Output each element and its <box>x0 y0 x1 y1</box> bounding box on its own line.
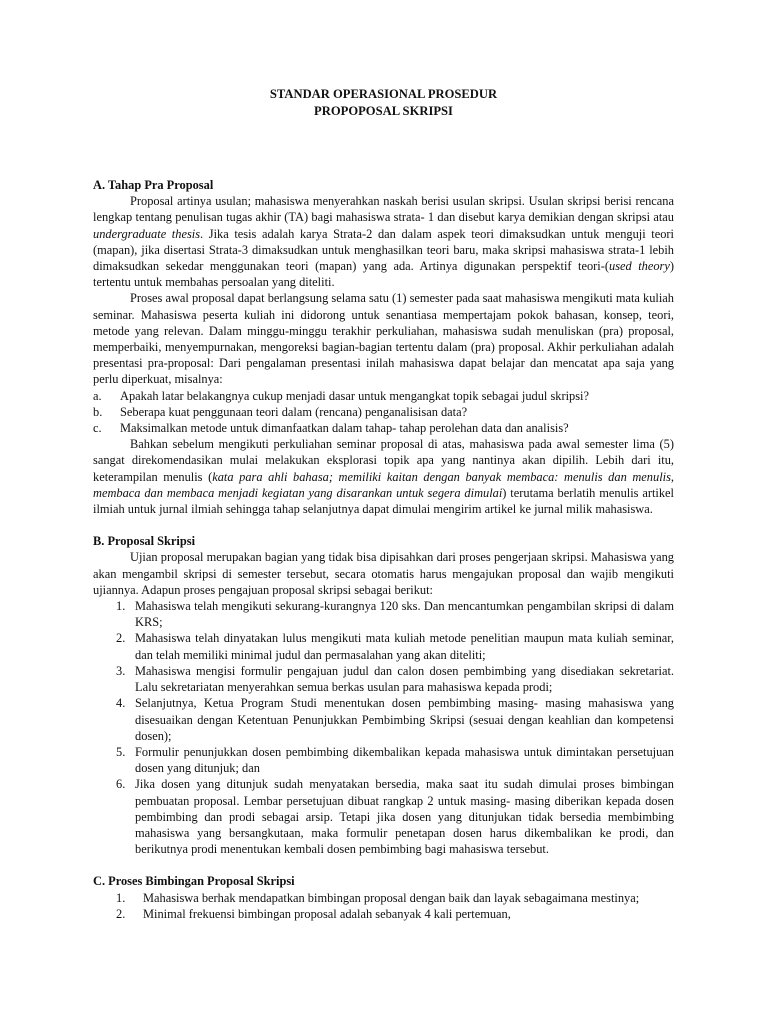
list-item-text: Selanjutnya, Ketua Program Studi menentukan dosen pembimbing masing- masing mahasiswa yang disesuaikan dengan Ketentuan Penunjukkan Pembimbing Skripsi (sesuai dengan keahlian dan kompetensi dosen); <box>135 696 674 743</box>
list-marker: 4. <box>116 696 126 711</box>
list-item <box>93 420 674 436</box>
list-marker: 5. <box>116 744 126 759</box>
text-run: Bahkan sebelum mengikuti perkuliahan seminar proposal di atas, mahasiswa pada awal semester lima (5) sangat direkomendasikan mulai melakukan eksplorasi topik apa yang nantinya akan dipilih. Lebih dari itu, keterampilan menulis ( <box>93 437 674 484</box>
list-item-text: Seberapa kuat penggunaan teori dalam (rencana) penganalisisan data? <box>120 404 468 419</box>
text-run: Proposal artinya usulan; mahasiswa menyerahkan naskah berisi usulan skripsi. Usulan skripsi berisi rencana lengkap tentang penulisan tugas akhir (TA) bagi mahasiswa strata- 1 dan disebut karya demikian dengan skripsi atau <box>93 194 674 225</box>
section-c <box>93 873 674 922</box>
list-item <box>93 598 674 630</box>
list-item-text: Jika dosen yang ditunjuk sudah menyatakan bersedia, maka saat itu sudah dimulai proses bimbingan pembuatan proposal. Lembar persetujuan dibuat rangkap 2 untuk masing- masing diberikan kepada dosen pembimbing dan prodi sebagai arsip. Tetapi jika dosen yang ditunjukan tidak bersedia membimbing mahasiswa yang bersangkutaan, maka formulir penetapan dosen harus dikembalikan ke prodi, dan berikutnya prodi menentukan kembali dosen pembimbing bagi mahasiswa tersebut. <box>135 777 674 857</box>
document-title <box>93 86 674 119</box>
section-b <box>93 533 674 857</box>
list-marker: b. <box>93 404 103 419</box>
list-item <box>93 776 674 857</box>
section-b-list <box>93 598 674 857</box>
list-marker: 2. <box>116 631 126 646</box>
list-item-text: Mahasiswa mengisi formulir pengajuan judul dan calon dosen pembimbing yang disediakan sekretariat. Lalu sekretariatan menyerahkan semua berkas usulan para mahasiswa kepada prodi; <box>135 663 674 695</box>
section-a-heading: A. Tahap Pra Proposal <box>93 178 214 192</box>
list-item <box>93 630 674 662</box>
text-run: ) terutama berlatih menulis artikel ilmiah untuk jurnal ilmiah sehingga tahap selanjutnya dapat dimulai mengirim artikel ke jurnal milik mahasiswa. <box>93 485 674 517</box>
document-body <box>93 86 674 938</box>
list-item <box>93 906 674 922</box>
text-run: ) tertentu untuk membahas persoalan yang diteliti. <box>93 259 674 290</box>
list-item-text: Maksimalkan metode untuk dimanfaatkan dalam tahap- tahap perolehan data dan analisis? <box>120 421 569 436</box>
section-a-paragraph-1 <box>93 193 674 290</box>
title-line-1: STANDAR OPERASIONAL PROSEDUR <box>269 87 498 101</box>
list-item <box>93 890 674 906</box>
italic-term: undergraduate thesis <box>93 226 201 241</box>
list-item-text: Mahasiswa berhak mendapatkan bimbingan proposal dengan baik dan layak sebagaimana mestinya; <box>143 890 640 905</box>
list-marker: 1. <box>116 890 126 905</box>
section-a-list <box>93 388 674 437</box>
italic-term: used theory <box>609 259 670 274</box>
section-a-paragraph-3 <box>93 436 674 517</box>
section-c-heading: C. Proses Bimbingan Proposal Skripsi <box>93 874 295 889</box>
list-item <box>93 663 674 695</box>
list-marker: 6. <box>116 777 126 792</box>
list-item-text: Apakah latar belakangnya cukup menjadi dasar untuk mengangkat topik sebagai judul skripsi? <box>120 388 589 403</box>
section-b-heading: B. Proposal Skripsi <box>93 534 196 549</box>
section-b-paragraph-1: Ujian proposal merupakan bagian yang tidak bisa dipisahkan dari proses pengerjaan skripsi. Mahasiswa yang akan mengambil skripsi di semester tersebut, secara otomatis harus mengajukan proposal dan wajib mengikuti ujiannya. Adapun proses pengajuan proposal skripsi sebagai berikut: <box>93 550 674 597</box>
list-marker: a. <box>93 388 102 403</box>
list-item <box>93 388 674 404</box>
list-marker: 3. <box>116 663 126 678</box>
list-item <box>93 404 674 420</box>
list-item-text: Minimal frekuensi bimbingan proposal adalah sebanyak 4 kali pertemuan, <box>143 906 511 921</box>
list-marker: c. <box>93 421 102 436</box>
section-a-paragraph-2: Proses awal proposal dapat berlangsung selama satu (1) semester pada saat mahasiswa mengikuti mata kuliah seminar. Mahasiswa peserta kuliah ini didorong untuk senantiasa mempertajam pokok bahasan, konsep, teori, metode yang relevan. Dalam minggu-minggu terakhir perkuliahan, mahasiswa sudah menuliskan (pra) proposal, memperbaiki, menyempurnakan, mengoreksi bagian-bagian tertentu dalam (pra) proposal. Akhir perkuliahan adalah presentasi pra-proposal: Dari pengalaman presentasi inilah mahasiswa dapat belajar dan mencatat apa saja yang perlu diperkuat, misalnya: <box>93 291 674 387</box>
list-item-text: Formulir penunjukkan dosen pembimbing dikembalikan kepada mahasiswa untuk dimintakan persetujuan dosen yang ditunjuk; dan <box>135 744 674 776</box>
section-a <box>93 177 674 517</box>
list-item-text: Mahasiswa telah dinyatakan lulus mengikuti mata kuliah metode penelitian maupun mata kuliah seminar, dan telah memiliki minimal judul dan permasalahan yang akan diteliti; <box>135 631 674 662</box>
section-c-list <box>93 890 674 922</box>
list-marker: 2. <box>116 906 126 921</box>
italic-phrase: kata para ahli bahasa; memiliki kaitan dengan banyak membaca: menulis dan menulis, membaca dan membaca menjadi kegiatan yang disarankan untuk segera dimulai <box>93 469 674 500</box>
list-item <box>93 744 674 776</box>
title-line-2: PROPOPOSAL SKRIPSI <box>314 103 453 118</box>
list-item-text: Mahasiswa telah mengikuti sekurang-kurangnya 120 sks. Dan mencantumkan pengambilan skripsi di dalam KRS; <box>135 599 674 630</box>
text-run: . Jika tesis adalah karya Strata-2 dan dalam aspek teori dimaksudkan untuk menguji teori (mapan), jika disertasi Strata-3 dimaksudkan untuk menghasilkan teori baru, maka skripsi mahasiswa strata-1 lebih dimaksudkan sekedar menggunakan teori (mapan) yang ada. Artinya digunakan perspektif teori-( <box>93 226 675 274</box>
list-item <box>93 695 674 744</box>
list-marker: 1. <box>116 599 126 614</box>
